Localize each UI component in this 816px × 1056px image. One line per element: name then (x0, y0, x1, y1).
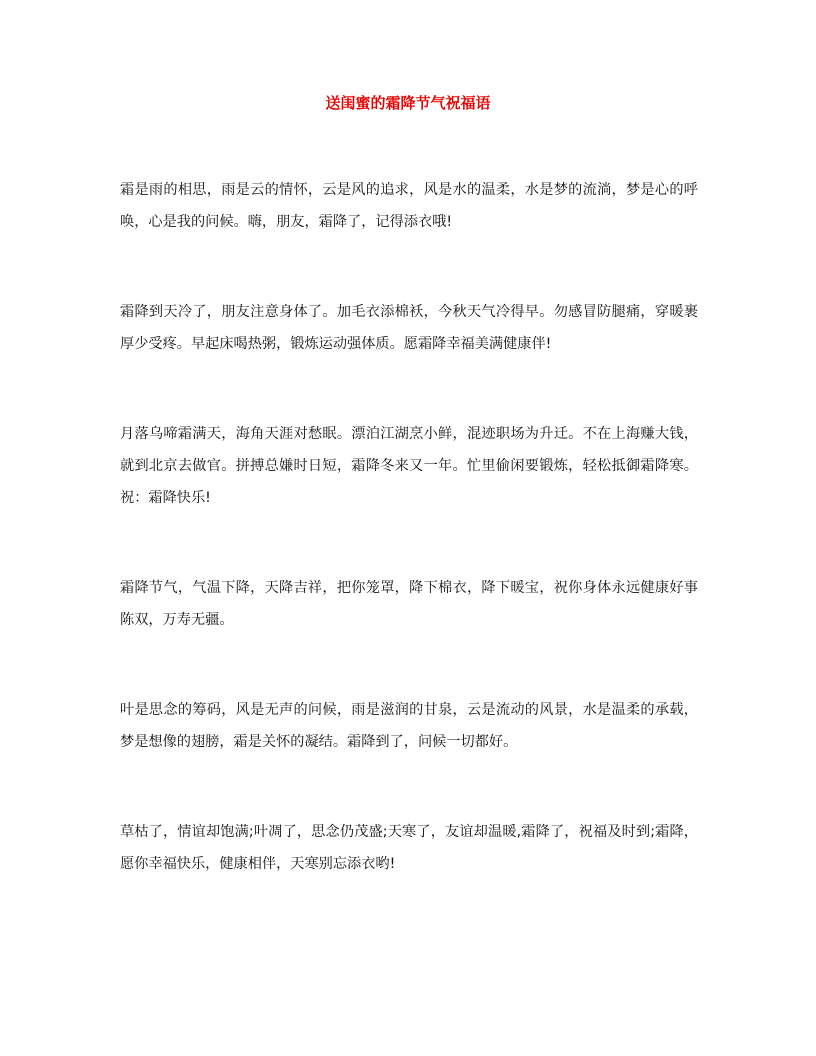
paragraph-4: 霜降节气，气温下降，天降吉祥，把你笼罩，降下棉衣，降下暖宝，祝你身体永远健康好事陈双，万寿无疆。 (120, 580, 698, 628)
document-body (120, 174, 698, 880)
paragraph-1: 霜是雨的相思，雨是云的情怀，云是风的追求，风是水的温柔，水是梦的流淌，梦是心的呼唤，心是我的问候。嗨，朋友，霜降了，记得添衣哦! (120, 182, 698, 230)
paragraph-3: 月落乌啼霜满天，海角天涯对愁眠。漂泊江湖烹小鲜，混迹职场为升迁。不在上海赚大钱，就到北京去做官。拼搏总嫌时日短，霜降冬来又一年。忙里偷闲要锻炼，轻松抵御霜降寒。祝：霜降快乐! (120, 426, 698, 506)
paragraph-6: 草枯了，情谊却饱满;叶凋了，思念仍茂盛;天寒了，友谊却温暖,霜降了，祝福及时到;霜降，愿你幸福快乐，健康相伴，天寒别忘添衣哟! (120, 824, 698, 872)
paragraph-5: 叶是思念的筹码，风是无声的问候，雨是滋润的甘泉，云是流动的风景，水是温柔的承载，梦是想像的翅膀，霜是关怀的凝结。霜降到了，问候一切都好。 (120, 702, 698, 750)
paragraph-2: 霜降到天冷了，朋友注意身体了。加毛衣添棉袄，今秋天气冷得早。勿感冒防腿痛，穿暖裹厚少受疼。早起床喝热粥，锻炼运动强体质。愿霜降幸福美满健康伴! (120, 304, 698, 352)
document-title: 送闺蜜的霜降节气祝福语 (325, 94, 491, 112)
